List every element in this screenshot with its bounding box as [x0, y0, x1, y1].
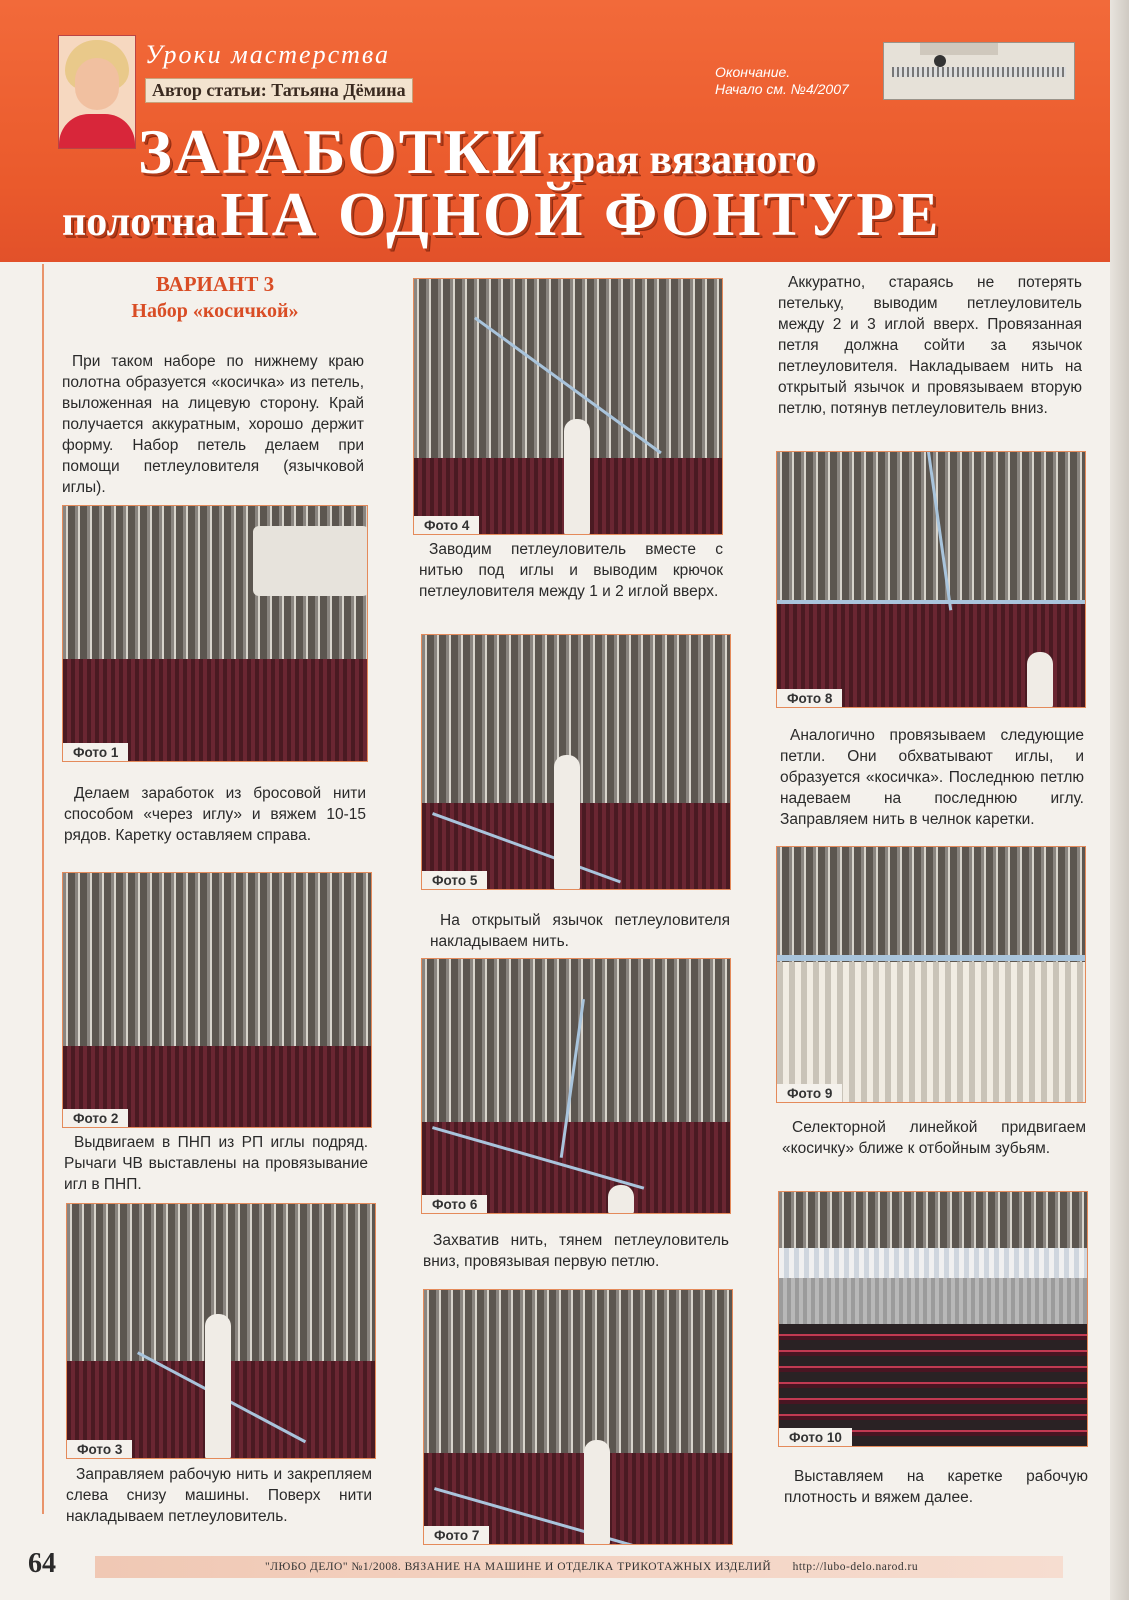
- paragraph-4: Заводим петлеуловитель вместе с нитью под иглы и выводим крючок петлеуловителя между 1 и 2 иглой вверх.: [419, 541, 723, 600]
- photo-3: [66, 1203, 376, 1459]
- title-word-big: ЗАРАБОТКИ: [138, 116, 544, 187]
- continuation-line-2: Начало см. №4/2007: [715, 81, 849, 97]
- photo-1: [62, 505, 368, 762]
- paragraph-6: Захватив нить, тянем петлеуловитель вниз, провязывая первую петлю.: [423, 1232, 729, 1270]
- photo-3-caption: Фото 3: [67, 1440, 132, 1458]
- photo-6: [421, 958, 731, 1214]
- paragraph-2: Выдвигаем в ПНП из РП иглы подряд. Рычаги ЧВ выставлены на провязывание игл в ПНП.: [64, 1134, 368, 1193]
- variant-title: ВАРИАНТ 3: [155, 272, 275, 296]
- title-word-small-2: полотна: [62, 199, 217, 245]
- photo-2: [62, 872, 372, 1128]
- photo-10-caption: Фото 10: [779, 1428, 852, 1446]
- section-title: Уроки мастерства: [145, 40, 390, 69]
- intro-paragraph: При таком наборе по нижнему краю полотна образуется «косичка» из петель, выложенная на лицевую сторону. Край получается аккуратным, хорошо держит форму. Набор петель делаем при помощи петлеуловителя (язычковой иглы).: [62, 353, 364, 496]
- page-edge: [1110, 0, 1129, 1600]
- footer-text: "ЛЮБО ДЕЛО" №1/2008. ВЯЗАНИЕ НА МАШИНЕ И ОТДЕЛКА ТРИКОТАЖНЫХ ИЗДЕЛИЙ: [265, 1561, 772, 1573]
- knitting-machine-icon: [883, 42, 1075, 100]
- page-number: 64: [28, 1548, 56, 1579]
- title-word-big-2: НА ОДНОЙ ФОНТУРЕ: [220, 181, 942, 249]
- photo-5-caption: Фото 5: [422, 871, 487, 889]
- article-title-line-2: [62, 180, 942, 251]
- photo-2-caption: Фото 2: [63, 1109, 128, 1127]
- photo-7: [423, 1289, 733, 1545]
- article-title-line-1: [138, 115, 816, 189]
- photo-6-caption: Фото 6: [422, 1195, 487, 1213]
- paragraph-3: Заправляем рабочую нить и закрепляем слева снизу машины. Поверх нити накладываем петлеуловитель.: [66, 1466, 372, 1525]
- footer-url[interactable]: http://lubo-delo.narod.ru: [792, 1561, 919, 1573]
- paragraph-1: Делаем заработок из бросовой нити способом «через иглу» и вяжем 10-15 рядов. Каретку оставляем справа.: [64, 785, 366, 844]
- photo-8-caption: Фото 8: [777, 689, 842, 707]
- paragraph-7: Аккуратно, стараясь не потерять петельку, выводим петлеуловитель между 2 и 3 иглой вверх. Провязанная петля должна сойти за язычок петлеуловителя. Накладываем нить на открытый язычок и провязываем вторую петлю, потянув петлеуловитель вниз.: [778, 274, 1082, 417]
- author-label: Автор статьи: Татьяна Дёмина: [145, 78, 413, 103]
- paragraph-9: Селекторной линейкой придвигаем «косичку» ближе к отбойным зубьям.: [782, 1119, 1086, 1157]
- photo-5: [421, 634, 731, 890]
- author-photo: [58, 35, 136, 149]
- photo-4: [413, 278, 723, 535]
- title-word-small: края вязаного: [547, 137, 817, 183]
- continuation-line-1: Окончание.: [715, 64, 791, 80]
- paragraph-5: На открытый язычок петлеуловителя накладываем нить.: [430, 912, 730, 950]
- photo-7-caption: Фото 7: [424, 1526, 489, 1544]
- photo-10: [778, 1191, 1088, 1447]
- continuation-note: [715, 64, 849, 98]
- column-rule: [42, 264, 44, 1514]
- photo-9: [776, 846, 1086, 1103]
- variant-subtitle: Набор «косичкой»: [131, 300, 299, 322]
- photo-4-caption: Фото 4: [414, 516, 479, 534]
- footer-bar: [95, 1556, 1063, 1578]
- paragraph-10: Выставляем на каретке рабочую плотность и вяжем далее.: [784, 1468, 1088, 1506]
- photo-8: [776, 451, 1086, 708]
- paragraph-8: Аналогично провязываем следующие петли. Они обхватывают иглы, и образуется «косичка». Последнюю петлю надеваем на последнюю иглу. Заправляем нить в челнок каретки.: [780, 727, 1084, 828]
- photo-9-caption: Фото 9: [777, 1084, 842, 1102]
- photo-1-caption: Фото 1: [63, 743, 128, 761]
